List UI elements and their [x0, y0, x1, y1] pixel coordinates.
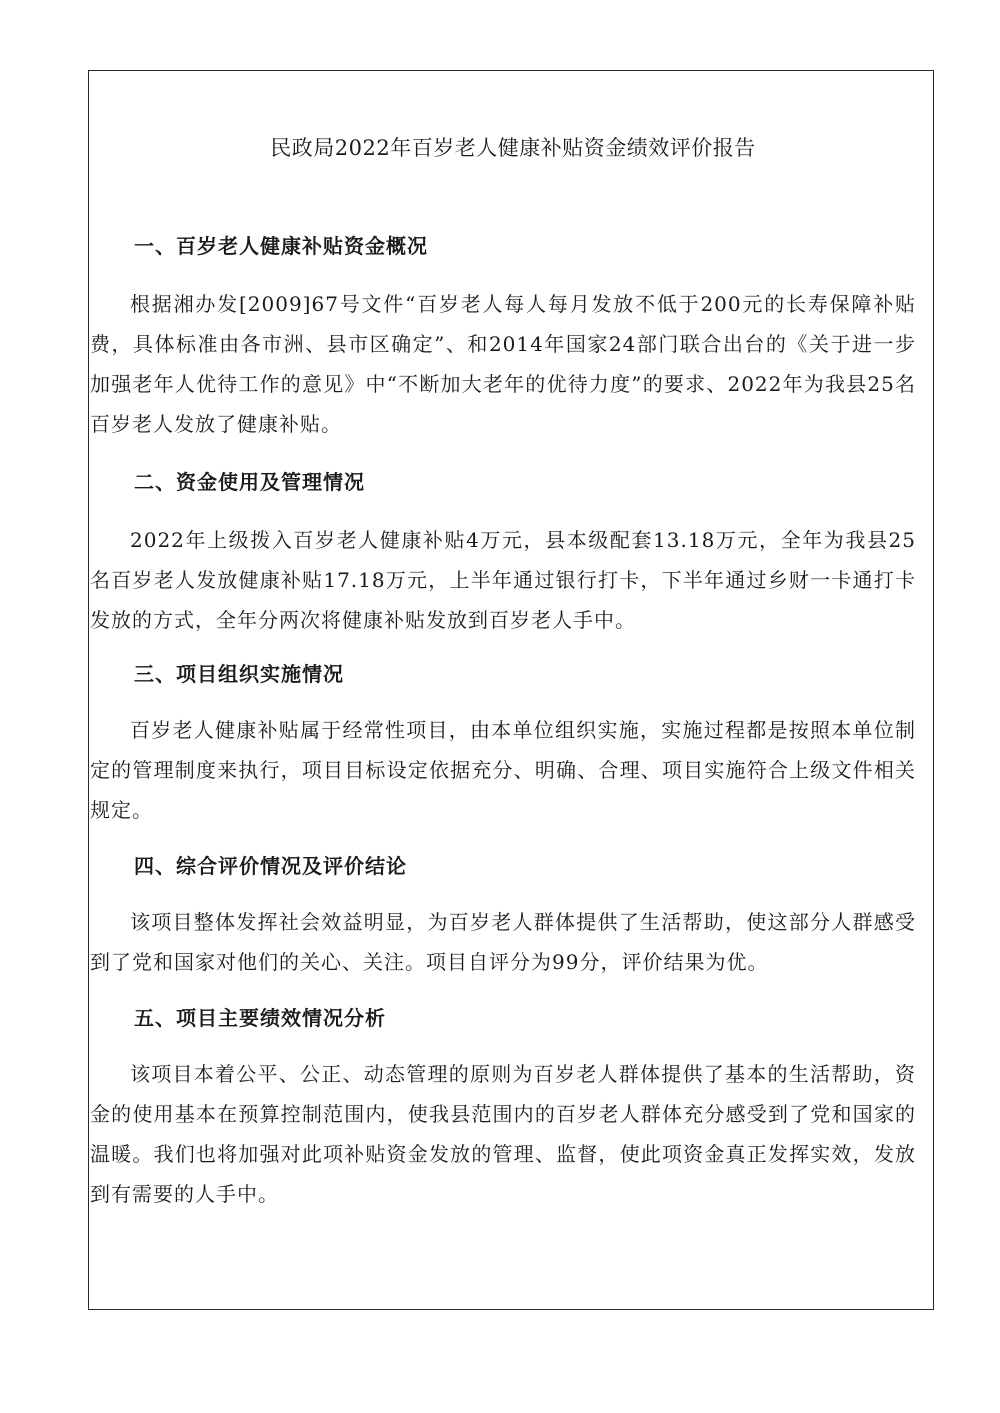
section-body-fund-management: 2022年上级拨入百岁老人健康补贴4万元，县本级配套13.18万元，全年为我县25名百岁老人发放健康补贴17.18万元，上半年通过银行打卡，下半年通过乡财一卡通打卡发放的方式，全年分两次将健康补贴发放到百岁老人手中。 — [90, 528, 916, 632]
section-heading-evaluation: 四、综合评价情况及评价结论 — [134, 854, 407, 878]
section-body-overview: 根据湘办发[2009]67号文件“百岁老人每人每月发放不低于200元的长寿保障补贴费，具体标准由各市洲、县市区确定”、和2014年国家24部门联合出台的《关于进一步加强老年人优待工作的意见》中“不断加大老年的优待力度”的要求、2022年为我县25名百岁老人发放了健康补贴。 — [90, 292, 916, 436]
section-body-evaluation: 该项目整体发挥社会效益明显，为百岁老人群体提供了生活帮助，使这部分人群感受到了党和国家对他们的关心、关注。项目自评分为99分，评价结果为优。 — [90, 910, 916, 974]
document-title: 民政局2022年百岁老人健康补贴资金绩效评价报告 — [270, 136, 756, 160]
section-heading-implementation: 三、项目组织实施情况 — [134, 662, 344, 686]
section-body-performance-analysis: 该项目本着公平、公正、动态管理的原则为百岁老人群体提供了基本的生活帮助，资金的使用基本在预算控制范围内，使我县范围内的百岁老人群体充分感受到了党和国家的温暖。我们也将加强对此项补贴资金发放的管理、监督，使此项资金真正发挥实效，发放到有需要的人手中。 — [90, 1062, 916, 1206]
document-body — [90, 222, 916, 1214]
section-body-implementation: 百岁老人健康补贴属于经常性项目，由本单位组织实施，实施过程都是按照本单位制定的管理制度来执行，项目目标设定依据充分、明确、合理、项目实施符合上级文件相关规定。 — [90, 718, 916, 822]
section-heading-fund-management: 二、资金使用及管理情况 — [134, 470, 365, 494]
section-heading-overview: 一、百岁老人健康补贴资金概况 — [134, 234, 428, 258]
section-heading-performance-analysis: 五、项目主要绩效情况分析 — [134, 1006, 386, 1030]
